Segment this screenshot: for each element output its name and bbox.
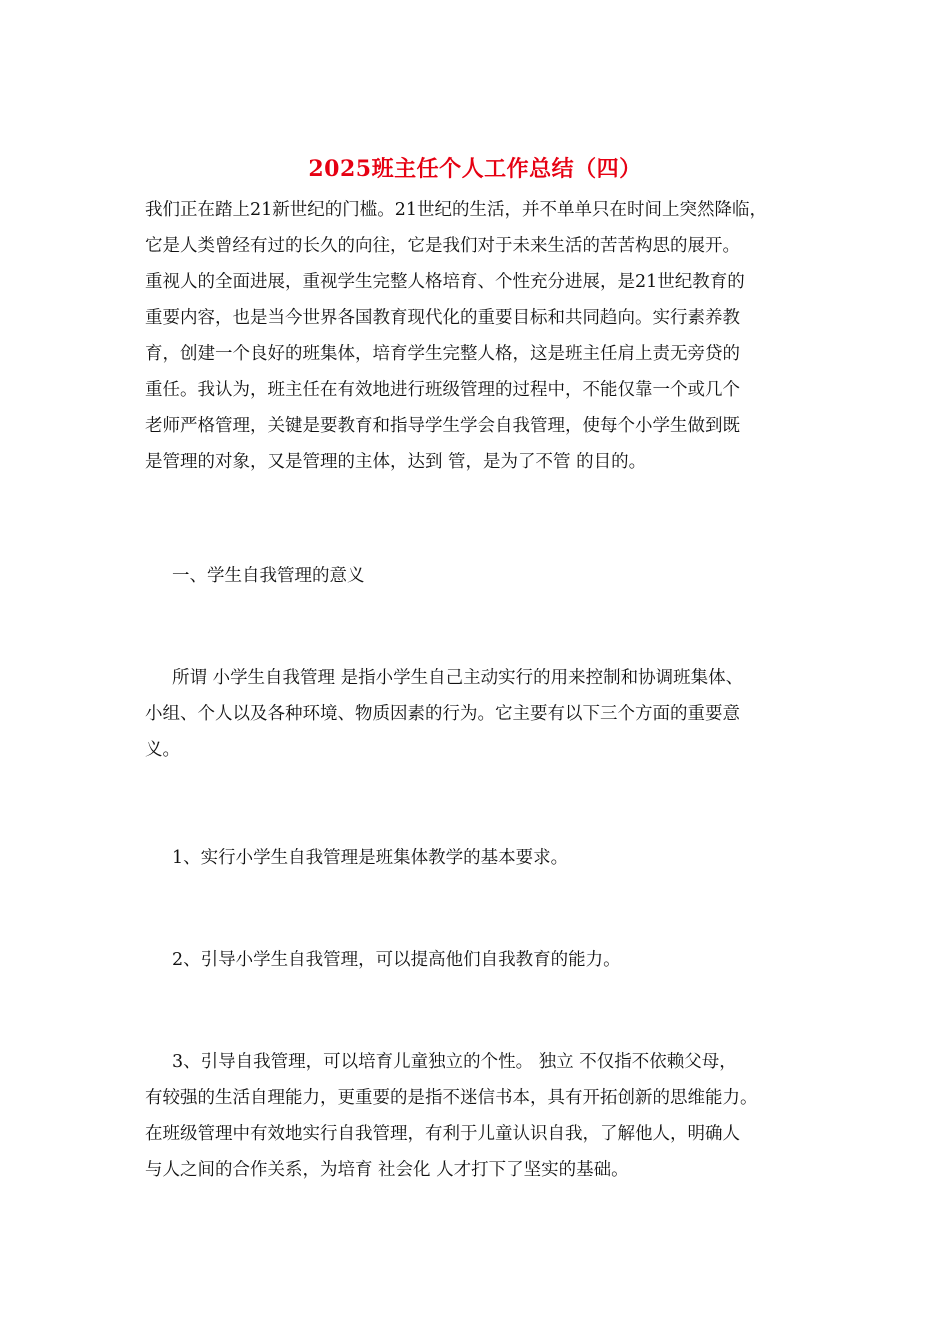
paragraph-line: 有较强的生活自理能力，更重要的是指不迷信书本，具有开拓创新的思维能力。 xyxy=(145,1088,758,1108)
section-heading: 一、学生自我管理的意义 xyxy=(172,566,365,586)
paragraph-line: 重要内容，也是当今世界各国教育现代化的重要目标和共同趋向。实行素养教 xyxy=(145,308,740,328)
paragraph-line: 所谓 小学生自我管理 是指小学生自己主动实行的用来控制和协调班集体、 xyxy=(172,668,744,688)
document-title: 2025班主任个人工作总结（四） xyxy=(308,156,642,182)
list-item: 1、实行小学生自我管理是班集体教学的基本要求。 xyxy=(172,848,569,868)
paragraph-line: 是管理的对象，又是管理的主体，达到 管，是为了不管 的目的。 xyxy=(145,452,647,472)
paragraph-line: 与人之间的合作关系，为培育 社会化 人才打下了坚实的基础。 xyxy=(145,1160,629,1180)
list-item: 2、引导小学生自我管理，可以提高他们自我教育的能力。 xyxy=(172,950,621,970)
paragraph-line: 老师严格管理，关键是要教育和指导学生学会自我管理，使每个小学生做到既 xyxy=(145,416,740,436)
paragraph-line: 我们正在踏上21新世纪的门槛。21世纪的生活，并不单单只在时间上突然降临， xyxy=(145,200,768,220)
paragraph-line: 重视人的全面进展，重视学生完整人格培育、个性充分进展，是21世纪教育的 xyxy=(145,272,745,292)
list-item: 3、引导自我管理，可以培育儿童独立的个性。 独立 不仅指不依赖父母， xyxy=(172,1052,737,1072)
paragraph-line: 义。 xyxy=(145,740,180,760)
paragraph-line: 在班级管理中有效地实行自我管理，有利于儿童认识自我，了解他人，明确人 xyxy=(145,1124,740,1144)
paragraph-line: 育，创建一个良好的班集体，培育学生完整人格，这是班主任肩上责无旁贷的 xyxy=(145,344,740,364)
paragraph-line: 小组、个人以及各种环境、物质因素的行为。它主要有以下三个方面的重要意 xyxy=(145,704,740,724)
paragraph-line: 重任。我认为，班主任在有效地进行班级管理的过程中，不能仅靠一个或几个 xyxy=(145,380,740,400)
paragraph-line: 它是人类曾经有过的长久的向往，它是我们对于未来生活的苦苦构思的展开。 xyxy=(145,236,740,256)
